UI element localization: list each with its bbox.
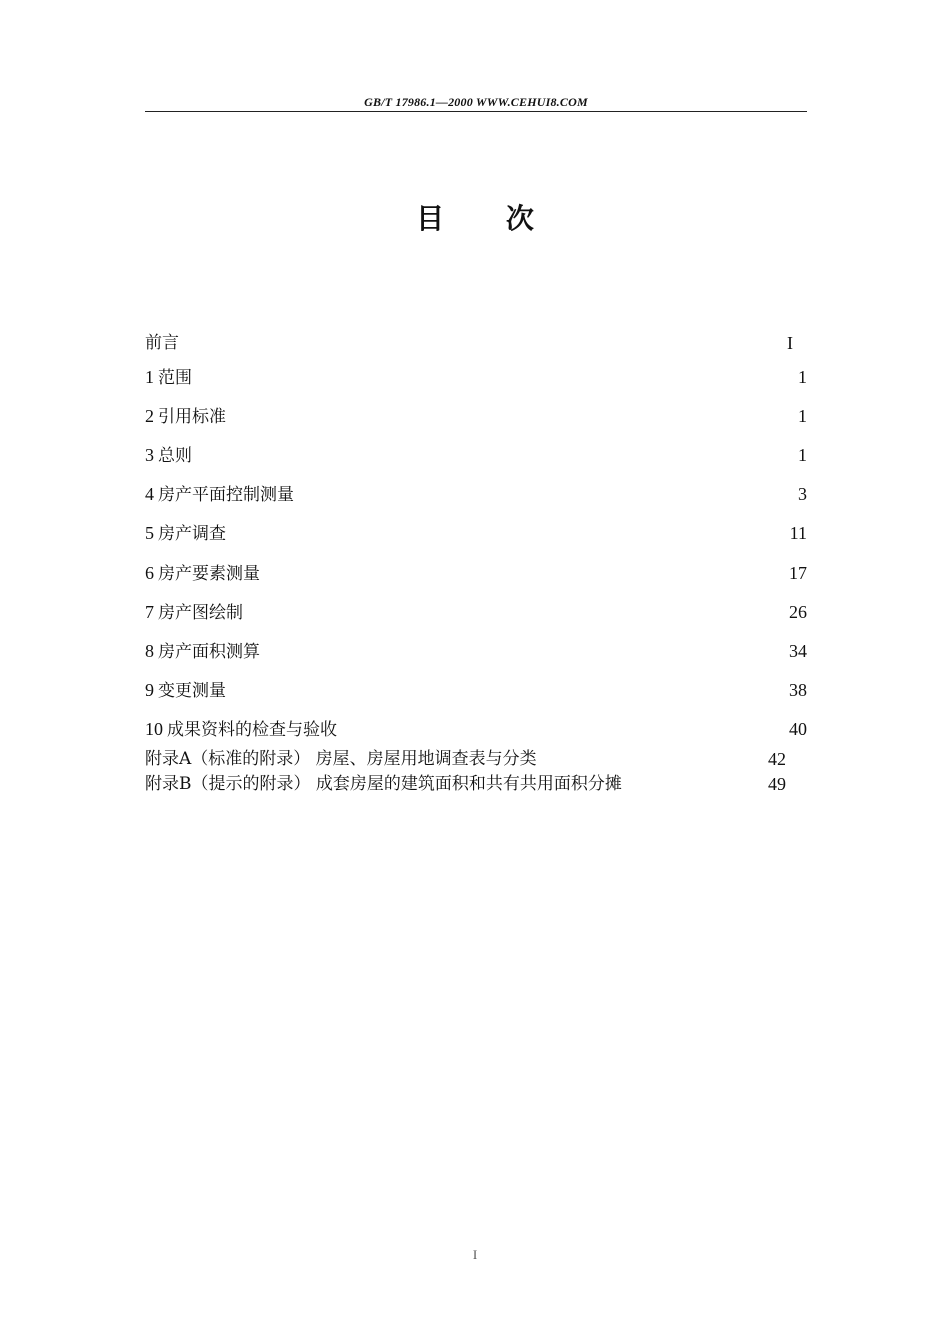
toc-entry-number: 3 xyxy=(145,445,154,465)
toc-entry-number: 4 xyxy=(145,484,154,504)
toc-entry-label: 范围 xyxy=(158,368,192,388)
toc-entry-label: 房产平面控制测量 xyxy=(158,485,294,505)
toc-entry-label: 前言 xyxy=(145,333,179,353)
toc-entry-general[interactable] xyxy=(145,442,807,468)
toc-entry-page: 1 xyxy=(798,445,807,465)
toc-entry-page: 34 xyxy=(789,641,807,661)
toc-entry-label: 总则 xyxy=(158,446,192,466)
toc-entry-mapping[interactable] xyxy=(145,599,807,625)
toc-entry-page: 11 xyxy=(789,523,807,543)
toc-entry-page: 1 xyxy=(798,406,807,426)
toc-entry-label: 房产面积测算 xyxy=(158,642,260,662)
page-header: GB/T 17986.1—2000 WWW.CEHUI8.COM xyxy=(145,93,807,112)
toc-entry-label: 引用标准 xyxy=(158,407,226,427)
toc-entry-label: 附录A（标准的附录） 房屋、房屋用地调查表与分类 xyxy=(145,749,537,769)
toc-entry-change-survey[interactable] xyxy=(145,677,807,703)
toc-entry-label: 变更测量 xyxy=(158,681,226,701)
toc-entry-label: 附录B（提示的附录） 成套房屋的建筑面积和共有共用面积分摊 xyxy=(145,774,622,794)
toc-entry-page: 49 xyxy=(768,774,786,794)
toc-entry-number: 1 xyxy=(145,367,154,387)
toc-entry-number: 7 xyxy=(145,602,154,622)
toc-entry-number: 9 xyxy=(145,680,154,700)
toc-entry-element-survey[interactable] xyxy=(145,560,807,586)
toc-entry-page: 38 xyxy=(789,680,807,700)
toc-entry-area-calculation[interactable] xyxy=(145,638,807,664)
toc-entry-page: 3 xyxy=(798,484,807,504)
toc-entry-control-survey[interactable] xyxy=(145,481,807,507)
toc-entry-page: 42 xyxy=(768,749,786,769)
toc-entry-page: 1 xyxy=(798,367,807,387)
toc-entry-page: 17 xyxy=(789,563,807,583)
toc-entry-label: 房产图绘制 xyxy=(158,603,243,623)
toc-entry-label: 房产要素测量 xyxy=(158,564,260,584)
toc-entry-number: 2 xyxy=(145,406,154,426)
page-title: 目 次 xyxy=(416,202,560,235)
toc-entry-page: I xyxy=(787,333,793,353)
toc-entry-number: 6 xyxy=(145,563,154,583)
toc-entry-label: 房产调查 xyxy=(158,524,226,544)
toc-entry-number: 5 xyxy=(145,523,154,543)
toc-entry-appendix-a[interactable] xyxy=(145,746,807,772)
toc-entry-label: 成果资料的检查与验收 xyxy=(167,720,337,740)
toc-entry-number: 10 xyxy=(145,719,163,739)
toc-entry-preface[interactable] xyxy=(145,330,807,356)
toc-entry-appendix-b[interactable] xyxy=(145,771,807,797)
page-number: I xyxy=(472,1247,478,1262)
toc-entry-inspection[interactable] xyxy=(145,716,807,742)
toc-entry-page: 40 xyxy=(789,719,807,739)
toc-entry-page: 26 xyxy=(789,602,807,622)
toc-entry-investigation[interactable] xyxy=(145,520,807,546)
toc-entry-scope[interactable] xyxy=(145,364,807,390)
toc-entry-number: 8 xyxy=(145,641,154,661)
toc-entry-references[interactable] xyxy=(145,403,807,429)
